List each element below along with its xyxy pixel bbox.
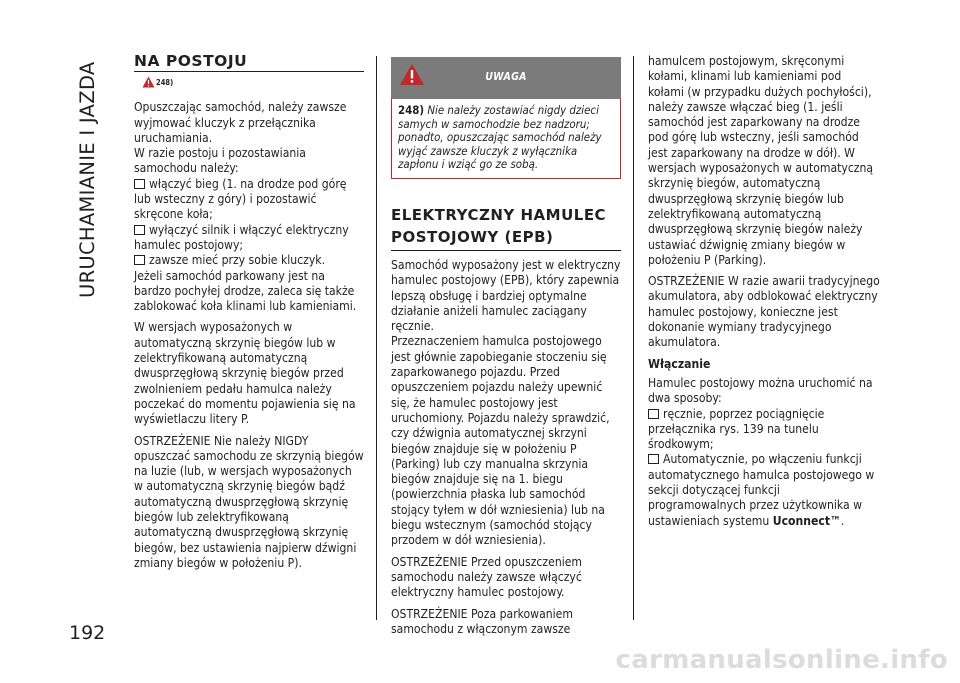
bullet-text: ręcznie, poprzez pociągnięcie przełącznika rys. 139 na tunelu środkowym; — [648, 406, 825, 452]
checkbox-bullet-icon — [134, 179, 145, 189]
bullet-text: zawsze mieć przy sobie kluczyk. — [149, 253, 326, 268]
uconnect-brand: Uconnect™ — [772, 513, 841, 528]
bullet-item — [134, 223, 364, 254]
uwaga-label: UWAGA — [485, 71, 527, 83]
bullet-item — [134, 177, 364, 223]
paragraph: W razie postoju i pozostawiania samochodu należy: — [134, 146, 306, 176]
bullet-end: . — [840, 513, 845, 528]
paragraph: OSTRZEŻENIE W razie awarii tradycyjnego akumulatora, aby odblokować elektryczny hamulec postojowy, konieczne jest dokonanie wymiany tradycyjnego akumulatora. — [648, 274, 880, 350]
paragraph: W wersjach wyposażonych w automatyczną skrzynię biegów lub w zelektryfikowaną automatyczną dwusprzęgłową skrzynię biegów przed zwolnieniem pedału hamulca należy poczekać do momentu pojawienia się na wyświetlaczu litery P. — [134, 320, 356, 427]
heading-line-1: ELEKTRYCZNY HAMULEC — [391, 205, 607, 224]
column-2 — [391, 54, 621, 643]
uwaga-number: 248) — [398, 103, 425, 117]
checkbox-bullet-icon — [648, 409, 659, 419]
column-divider — [633, 56, 634, 620]
section-heading-na-postoju: NA POSTOJU — [134, 54, 364, 72]
uwaga-box — [391, 99, 621, 179]
watermark[interactable]: carmanualsonline.info — [615, 645, 948, 675]
paragraph: Hamulec postojowy można uruchomić na dwa sposoby: — [648, 375, 873, 406]
chapter-side-title — [72, 48, 112, 298]
bullet-text: włączyć bieg (1. na drodze pod górę lub wsteczny z góry) i pozostawić skręcone koła; — [134, 176, 347, 222]
bullet-item — [134, 253, 364, 268]
warning-ref-number: 248) — [156, 78, 174, 88]
checkbox-bullet-icon — [134, 255, 145, 265]
bullet-text: wyłączyć silnik i włączyć elektryczny hamulec postojowy; — [134, 222, 349, 252]
bullet-text: Automatycznie, po włączeniu funkcji automatycznego hamulca postojowego w sekcji dotyczącej funkcji programowalnych przez użytkownika w ustawieniach systemu — [648, 452, 875, 528]
page-number: 192 — [69, 622, 106, 644]
uwaga-banner — [391, 57, 621, 99]
uwaga-text: Nie należy zostawiać nigdy dzieci samych w samochodzie bez nadzoru; ponadto, opuszczając samochód należy wyjąć zawsze kluczyk z wyłącznika zapłonu i wziąć go ze sobą. — [398, 103, 602, 172]
warning-triangle-icon — [142, 76, 155, 88]
paragraph: Przeznaczeniem hamulca postojowego jest głównie zapobieganie stoczeniu się zaparkowanego pojazdu. Przed opuszczeniem pojazdu należy upewnić się, że hamulec postojowy jest uruchomiony. Pojazdu należy sprawdzić, czy dźwignia automatycznej skrzyni biegów znajduje się w położeniu P (Parking) lub czy manualna skrzynia biegów znajduje się na 1. biegu (powierzchnia płaska lub samochód stojący tyłem w dół wzniesienia) lub na biegu wstecznym (samochód stojący przodem w dół wzniesienia). — [391, 334, 610, 548]
paragraph: OSTRZEŻENIE Nie należy NIGDY opuszczać samochodu ze skrzynią biegów na luzie (lub, w wersjach wyposażonych w automatyczną skrzynię biegów bądź automatyczną dwusprzęgłową skrzynię biegów lub zelektryfikowaną automatyczną dwusprzęgłową skrzynię biegów, bez ustawienia najpierw dźwigni zmiany biegów w położeniu P). — [134, 433, 364, 570]
subheading-wlaczanie: Włączanie — [648, 356, 711, 371]
paragraph: OSTRZEŻENIE Przed opuszczeniem samochodu należy zawsze włączyć elektryczny hamulec postojowy. — [391, 554, 583, 600]
column-1 — [134, 54, 364, 577]
chapter-title-text: URUCHAMIANIE I JAZDA — [76, 61, 99, 298]
checkbox-bullet-icon — [648, 454, 659, 464]
heading-line-2: POSTOJOWY (EPB) — [391, 227, 554, 246]
column-3 — [648, 54, 880, 529]
section-heading-epb — [391, 204, 621, 251]
paragraph: Opuszczając samochód, należy zawsze wyjmować kluczyk z przełącznika uruchamiania. — [134, 100, 347, 145]
paragraph: Jeżeli samochód parkowany jest na bardzo pochyłej drodze, zaleca się także zablokować koła klinami lub kamieniami. — [134, 268, 357, 314]
bullet-item — [648, 452, 880, 528]
checkbox-bullet-icon — [134, 225, 145, 235]
paragraph: hamulcem postojowym, skręconymi kołami, klinami lub kamieniami pod kołami (w przypadku dużych pochyłości), należy zawsze włączać bieg (1. jeśli samochód jest zaparkowany na drodze pod górę lub wsteczny, jeśli samochód jest zaparkowany na drodze w dół). W wersjach wyposażonych w automatyczną skrzynię biegów, automatyczną dwusprzęgłową skrzynię biegów lub zelektryfikowaną automatyczną dwusprzęgłową skrzynię biegów należy ustawiać dźwignię zmiany biegów w położeniu P (Parking). — [648, 54, 874, 267]
warning-reference — [134, 72, 364, 100]
paragraph: Samochód wyposażony jest w elektryczny hamulec postojowy (EPB), który zapewnia lepszą obsługę i bardziej optymalne działanie aniżeli hamulec zaciągany ręcznie. — [391, 257, 621, 334]
paragraph: OSTRZEŻENIE Poza parkowaniem samochodu z włączonym zawsze — [391, 606, 573, 636]
column-divider — [376, 56, 377, 620]
bullet-item — [648, 407, 880, 453]
